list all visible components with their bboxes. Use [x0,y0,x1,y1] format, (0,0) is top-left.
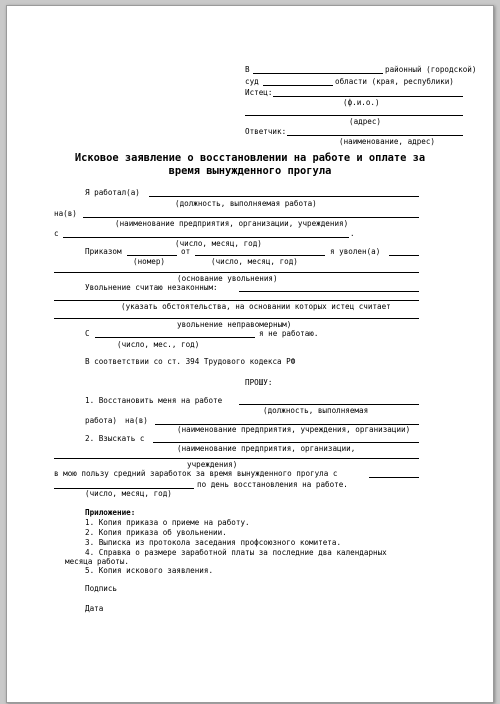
request-1-label: 1. Восстановить меня на работе [85,396,223,405]
defendant-label: Ответчик: [245,127,287,136]
from-line [63,237,349,238]
date-hint-2: (число, месяц, год) [211,257,298,266]
since-line [95,337,255,338]
region-line [263,85,333,86]
at-label: на(в) [54,209,77,218]
date-hint-3: (число, мес., год) [117,340,200,349]
date-hint-4: (число, месяц, год) [85,489,172,498]
court-prefix: суд [245,77,259,86]
ask-heading: ПРОШУ: [245,378,273,387]
request-1-org-hint: (наименование предприятия, учреждения, организации) [177,425,411,434]
appendix-item: 4. Справка о размере заработной платы за последние два календарных [85,548,387,557]
appendix-item: 2. Копия приказа об увольнении. [85,528,227,537]
request-2-hint-2: учреждения) [187,460,238,469]
circumstances-hint: (указать обстоятельства, на основании которых истец считает [121,302,391,311]
dismissed-label: я уволен(а) [330,247,381,256]
number-hint: (номер) [133,257,166,266]
to-prefix: В [245,65,250,74]
request-2-line-2 [54,458,419,459]
name-address-hint: (наименование, адрес) [339,137,436,146]
period-end: . [350,229,355,238]
request-1-hint: (должность, выполняемая [263,406,369,415]
court-suffix: районный (городской) [385,65,477,74]
document-title-line1: Исковое заявление о восстановлении на работе и оплате за [74,152,426,164]
appendix-item: 3. Выписка из протокола заседания профсоюзного комитета. [85,538,342,547]
region-suffix: области (края, республики) [335,77,454,86]
document-title-line2: время вынужденного прогула [168,165,332,177]
circumstances-hint-2: увольнение неправомерным) [177,320,292,329]
unlawful-line [239,291,419,292]
request-2-line [153,442,419,443]
restore-day-text: по день восстановления на работе. [197,480,348,489]
from-label: с [54,229,59,238]
order-date-line [195,255,325,256]
appendix-item: месяца работы. [65,557,130,566]
request-1-line [239,404,419,405]
appendix-item: 1. Копия приказа о приеме на работу. [85,518,250,527]
salary-text: в мою пользу средний заработок за время вынужденного прогула с [54,469,338,478]
date-hint-1: (число, месяц, год) [175,239,262,248]
grounds-line [54,272,419,273]
unlawful-label: Увольнение считаю незаконным: [85,283,218,292]
appendix-item: 5. Копия искового заявления. [85,566,214,575]
request-1-at: на(в) [125,416,148,425]
request-2-label: 2. Взыскать с [85,434,145,443]
court-name-line [253,73,383,74]
request-2-hint: (наименование предприятия, организации, [177,444,356,453]
order-label: Приказом [85,247,122,256]
document-page [6,5,494,703]
worked-label: Я работал(а) [85,188,140,197]
circumstances-line-1 [54,300,419,301]
worked-line [149,196,419,197]
grounds-hint: (основание увольнения) [177,274,278,283]
date-label: Дата [85,604,104,613]
plaintiff-label: Истец: [245,88,273,97]
circumstances-line-2 [54,318,419,319]
address-line [245,115,463,116]
since-label: С [85,329,90,338]
order-from: от [181,247,191,256]
org-hint: (наименование предприятия, организации, учреждения) [115,219,349,228]
organization-line [83,217,419,218]
signature-label: Подпись [85,584,118,593]
salary-date-line [369,477,419,478]
request-1-work: работа) [85,416,118,425]
not-working: я не работаю. [259,329,319,338]
position-hint: (должность, выполняемая работа) [175,199,317,208]
dismissed-line [389,255,419,256]
order-number-line [127,255,177,256]
appendix-heading: Приложение: [85,508,136,517]
fio-hint: (ф.и.о.) [343,98,380,107]
address-hint: (адрес) [349,117,382,126]
defendant-line [287,135,463,136]
accordance-text: В соответствии со ст. 394 Трудового кодекса РФ [85,357,296,366]
plaintiff-line [273,96,463,97]
